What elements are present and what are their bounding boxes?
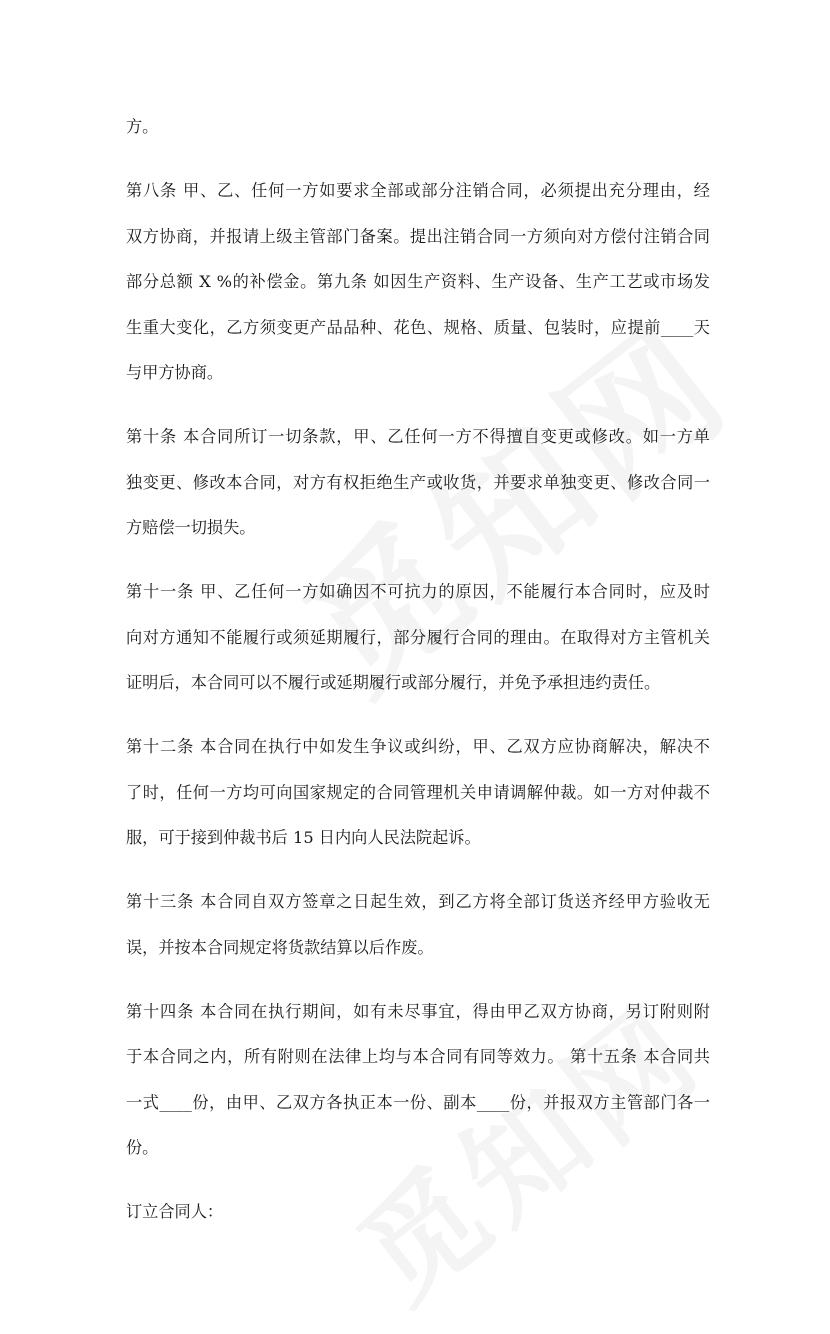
text-line: 方赔偿一切损失。 bbox=[126, 518, 256, 537]
paragraph-article-8 bbox=[126, 168, 710, 396]
document-body bbox=[126, 104, 710, 1253]
text-line: 了时，任何一方均可向国家规定的合同管理机关申请调解仲裁。如一方对仲裁不 bbox=[126, 782, 710, 802]
text-line: 份。 bbox=[126, 1138, 159, 1157]
text-line: 第十三条 本合同自双方签章之日起生效，到乙方将全部订货送齐经甲方验收无 bbox=[126, 892, 710, 911]
paragraph-article-10 bbox=[126, 414, 710, 551]
paragraph-article-11 bbox=[126, 569, 710, 706]
text-line: 部分总额 X %的补偿金。第九条 如因生产资料、生产设备、生产工艺或市场发 bbox=[126, 272, 710, 291]
text-line: 证明后，本合同可以不履行或延期履行或部分履行，并免予承担违约责任。 bbox=[126, 673, 661, 692]
text-line: 误，并按本合同规定将货款结算以后作废。 bbox=[126, 937, 434, 957]
text-line: 第十条 本合同所订一切条款，甲、乙任何一方不得擅自变更或修改。如一方单 bbox=[126, 427, 710, 446]
text-line: 生重大变化，乙方须变更产品品种、花色、规格、质量、包装时，应提前____天 bbox=[126, 317, 710, 337]
text-line: 方。 bbox=[126, 117, 159, 136]
paragraph-article-13 bbox=[126, 879, 710, 970]
text-line: 第十四条 本合同在执行期间，如有未尽事宜，得由甲乙双方协商，另订附则附 bbox=[126, 1001, 710, 1021]
text-line: 双方协商，并报请上级主管部门备案。提出注销合同一方须向对方偿付注销合同 bbox=[126, 226, 710, 246]
text-line: 与甲方协商。 bbox=[126, 363, 224, 382]
text-line: 独变更、修改本合同，对方有权拒绝生产或收货，并要求单独变更、修改合同一 bbox=[126, 472, 710, 492]
text-line: 订立合同人： bbox=[126, 1202, 224, 1221]
paragraph-continuation bbox=[126, 104, 710, 150]
text-line: 第八条 甲、乙、任何一方如要求全部或部分注销合同，必须提出充分理由，经 bbox=[126, 181, 710, 200]
text-line: 于本合同之内，所有附则在法律上均与本合同有同等效力。 第十五条 本合同共 bbox=[126, 1047, 710, 1066]
text-line: 第十一条 甲、乙任何一方如确因不可抗力的原因，不能履行本合同时，应及时 bbox=[126, 582, 710, 601]
text-line: 服，可于接到仲裁书后 15 日内向人民法院起诉。 bbox=[126, 828, 481, 847]
signatory-label bbox=[126, 1189, 710, 1235]
paragraph-article-14 bbox=[126, 989, 710, 1171]
text-line: 向对方通知不能履行或须延期履行，部分履行合同的理由。在取得对方主管机关 bbox=[126, 627, 710, 647]
text-line: 一式____份，由甲、乙双方各执正本一份、副本____份，并报双方主管部门各一 bbox=[126, 1092, 710, 1112]
text-line: 第十二条 本合同在执行中如发生争议或纠纷，甲、乙双方应协商解决，解决不 bbox=[126, 737, 710, 756]
paragraph-article-12 bbox=[126, 724, 710, 861]
